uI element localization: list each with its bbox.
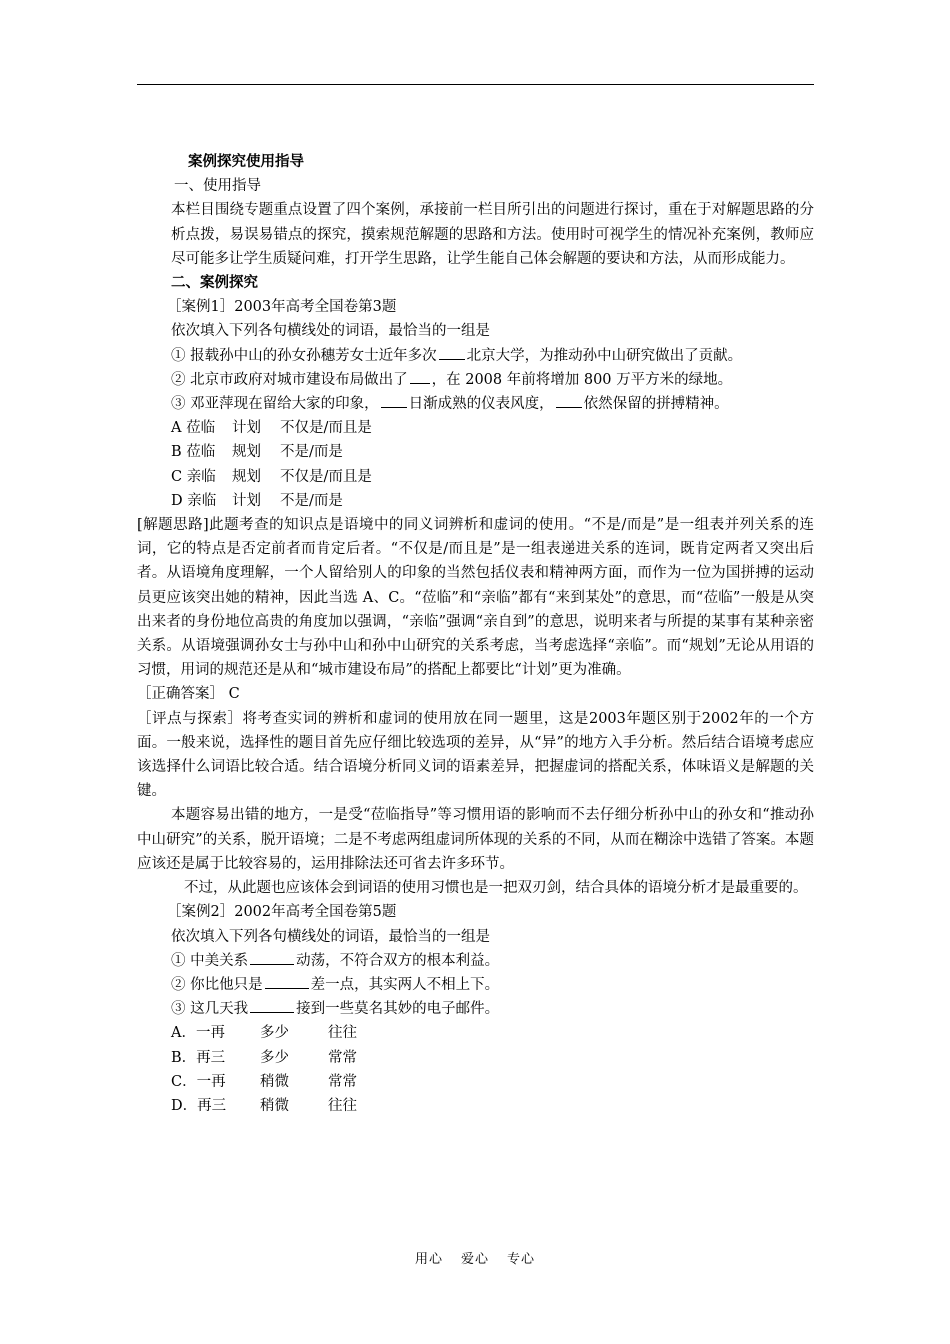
case1-q3-part1: ③ 邓亚萍现在留给大家的印象，: [171, 396, 379, 413]
case2-q3-part2: 接到一些莫名其妙的电子邮件。: [296, 1001, 500, 1018]
section1-heading: 一、使用指导: [174, 178, 261, 195]
case1-question-3: [137, 392, 814, 416]
case1-paragraph-2: 本题容易出错的地方，一是受“莅临指导”等习惯用语的影响而不去仔细分析孙中山的孙女和“推动孙中山研究”的关系，脱开语境；二是不考虑两组虚词所体现的关系的不同，从而在糊涂中选错了答案。本题应该还是属于比较容易的，运用排除法还可省去许多环节。: [137, 807, 814, 872]
case1-option-a: [137, 416, 814, 440]
section2-heading: 二、案例探究: [171, 275, 258, 292]
case1-prompt: 依次填入下列各句横线处的词语，最恰当的一组是: [171, 323, 490, 340]
case1-question-2: [137, 368, 814, 392]
case2-option-b: [137, 1046, 814, 1070]
option-word: 计划: [232, 492, 261, 509]
header-rule: [137, 84, 814, 85]
option-word: 不仅是/而且是: [280, 420, 372, 437]
case2-option-c: [137, 1070, 814, 1094]
option-word: 稍微: [260, 1097, 289, 1114]
option-word: 往往: [328, 1097, 357, 1114]
case1-paragraph-3: 不过，从此题也应该体会到词语的使用习惯也是一把双刃剑，结合具体的语境分析才是最重要的。: [184, 880, 808, 897]
option-letter-word: A．一再: [171, 1025, 225, 1042]
document-body: [137, 150, 814, 1118]
case2-label: ［案例2］2002年高考全国卷第5题: [167, 904, 397, 921]
option-letter-word: D 亲临: [171, 492, 217, 509]
case1-q2-part1: ② 北京市政府对城市建设布局做出了: [171, 371, 408, 388]
answer-blank: [439, 344, 465, 360]
option-letter-word: C 亲临: [171, 468, 216, 485]
page-title: 案例探究使用指导: [188, 154, 304, 170]
option-word: 常常: [328, 1049, 357, 1066]
section1-paragraph: [137, 198, 814, 271]
answer-blank: [410, 368, 430, 384]
case1-option-b: [137, 440, 814, 464]
case2-option-d: [137, 1094, 814, 1118]
option-letter-word: D．再三: [171, 1097, 227, 1114]
option-letter-word: C．一再: [171, 1073, 226, 1090]
case2-question-3: [137, 997, 814, 1021]
option-word: 往往: [328, 1025, 357, 1042]
option-word: 常常: [328, 1073, 357, 1090]
case1-q2-part2: ，在 2008 年前将增加 800 万平方米的绿地。: [431, 371, 733, 388]
option-word: 计划: [232, 420, 261, 437]
option-word: 规划: [232, 444, 261, 461]
option-letter-word: A 莅临: [171, 420, 216, 437]
footer-text: 专心: [507, 1252, 536, 1267]
case1-comment: ［评点与探索］将考查实词的辨析和虚词的使用放在同一题里，这是2003年题区别于2002年的一个方面。一般来说，选择性的题目首先应仔细比较选项的差异，从“异”的地方入手分析。然后结合语境考虑应该选择什么词语比较合适。结合语境分析同义词的语素差异，把握虚词的搭配关系，体味语义是解题的关键。: [137, 710, 814, 800]
answer-blank: [250, 997, 294, 1013]
option-word: 不是/而是: [280, 444, 343, 461]
option-letter-word: B 莅临: [171, 444, 216, 461]
option-letter-word: B．再三: [171, 1049, 226, 1066]
case2-question-1: [137, 949, 814, 973]
case2-prompt: 依次填入下列各句横线处的词语，最恰当的一组是: [171, 928, 490, 945]
option-word: 不是/而是: [280, 492, 343, 509]
answer-blank: [250, 949, 294, 965]
case1-label: ［案例1］2003年高考全国卷第3题: [167, 299, 397, 316]
page-footer: [0, 1248, 950, 1267]
case1-q3-part3: 依然保留的拼搏精神。: [583, 396, 729, 413]
case2-q2-part2: 差一点，其实两人不相上下。: [310, 976, 500, 993]
case2-question-2: [137, 973, 814, 997]
case1-q1-part1: ① 报载孙中山的孙女孙穗芳女士近年多次: [171, 347, 437, 364]
case1-option-d: [137, 489, 814, 513]
option-word: 规划: [232, 468, 261, 485]
case2-q3-part1: ③ 这几天我: [171, 1001, 249, 1018]
option-word: 多少: [260, 1049, 289, 1066]
case2-option-a: [137, 1021, 814, 1045]
case1-q1-part2: 北京大学，为推动孙中山研究做出了贡献。: [466, 347, 743, 364]
answer-blank: [265, 973, 309, 989]
case1-analysis: [解题思路]此题考查的知识点是语境中的同义词辨析和虚词的使用。“不是/而是”是一组表并列关系的连词，它的特点是否定前者而肯定后者。“不仅是/而且是”是一组表递进关系的连词，既肯定两者又突出后者。从语境角度理解，一个人留给别人的印象的当然包括仪表和精神两方面，而作为一位为国拼搏的运动员更应该突出她的精神，因此当选 A、C。“莅临”和“亲临”都有“来到某处”的意思，而“莅临”一般是从突出来者的身份地位高贵的角度加以强调，“亲临”强调“亲自到”的意思，说明来者与所提的某事有某种亲密关系。从语境强调孙女士与孙中山和孙中山研究的关系考虑，当考虑选择“亲临”。而“规划”无论从用语的习惯，用词的规范还是从和“城市建设布局”的搭配上都要比“计划”更为准确。: [137, 517, 814, 679]
case2-q2-part1: ② 你比他只是: [171, 976, 263, 993]
footer-text: 用心: [414, 1252, 443, 1267]
section1-paragraph-text: 本栏目围绕专题重点设置了四个案例，承接前一栏目所引出的问题进行探讨，重在于对解题思路的分析点拨，易误易错点的探究，摸索规范解题的思路和方法。使用时可视学生的情况补充案例，教师应尽可能多让学生质疑问难，打开学生思路，让学生能自己体会解题的要诀和方法，从而形成能力。: [171, 202, 814, 267]
option-word: 不仅是/而且是: [280, 468, 372, 485]
case1-question-1: [137, 344, 814, 368]
case2-q1-part1: ① 中美关系: [171, 952, 249, 969]
case1-answer: ［正确答案］ C: [137, 686, 240, 703]
case2-q1-part2: 动荡，不符合双方的根本利益。: [296, 952, 500, 969]
case1-option-c: [137, 465, 814, 489]
option-word: 多少: [260, 1025, 289, 1042]
option-word: 稍微: [260, 1073, 289, 1090]
case1-q3-part2: 日渐成熟的仪表风度，: [408, 396, 554, 413]
answer-blank: [381, 392, 407, 408]
footer-text: 爱心: [460, 1252, 489, 1267]
answer-blank: [556, 392, 582, 408]
